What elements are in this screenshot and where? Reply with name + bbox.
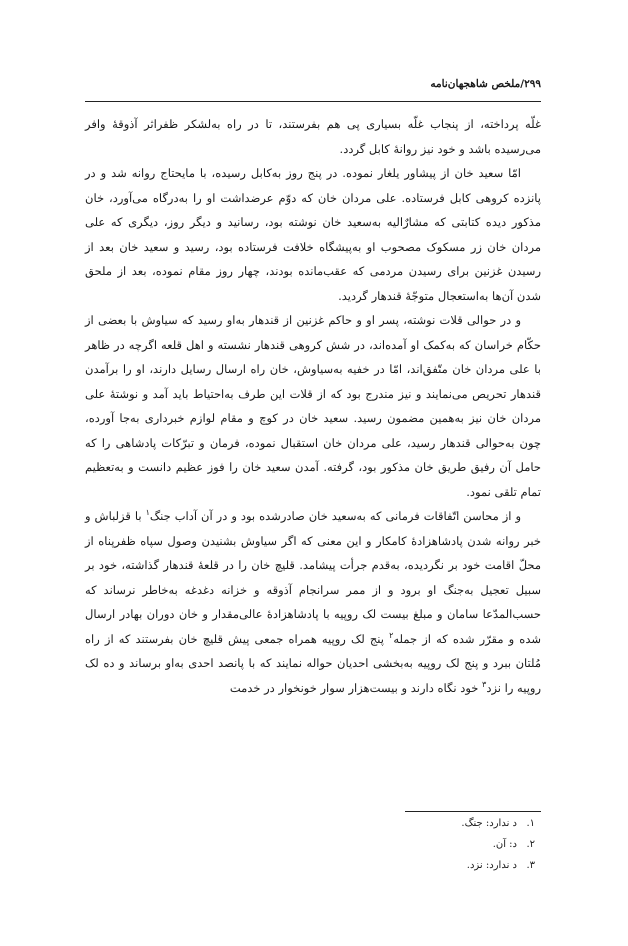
- footnote-ref[interactable]: ۲: [389, 630, 394, 640]
- paragraph: [85, 308, 541, 504]
- footnote-number: ۲.: [526, 839, 535, 850]
- paragraph-text: غلّه پرداخته، از پنجاب غلّه بسیاری پی هم بفرستند، تا در راه به‌لشکر ظفراثر آذوقهٔ وافر می‌رسیده باشد و خود نیز روانهٔ کابل گردد.: [85, 117, 541, 156]
- footnote: [85, 834, 541, 855]
- footnote-ref[interactable]: ۳: [482, 679, 487, 689]
- paragraph-text: با قزلباش و خبر روانه شدن پادشاهزادهٔ کامکار و این معنی که اگر سیاوش بشنیدن وصول سپاه ظفرپناه از محلّ اقامت خود بر نگردیده، به‌قدم جرأت پیشامد. قلیچ خان را در قلعهٔ قندهار گذاشته، خود بر سبیل تعجیل به‌جنگ او برود و از ممر سرانجام آذوقه و خزانه دغدغه به‌خاطر نرساند که حسب‌المدّعا سامان و مبلغ بیست لک روپیه با پادشاهزادهٔ عالی‌مقدار و خان دوران بهادر ارسال شده و مقرّر شده که از جمله: [85, 509, 542, 646]
- footnote-text: د: آن.: [492, 839, 517, 850]
- footnote: [85, 813, 541, 834]
- footnote-text: د ندارد: نزد.: [466, 860, 517, 871]
- header-divider: [85, 101, 541, 102]
- body-text: [85, 112, 541, 700]
- paragraph: [85, 112, 541, 161]
- footnote-ref[interactable]: ۱: [145, 508, 150, 518]
- footnote-number: ۳.: [526, 860, 535, 871]
- footnote-number: ۱.: [526, 818, 535, 829]
- paragraph-text: خود نگاه دارند و بیست‌هزار سوار خونخوار در خدمت: [229, 680, 479, 695]
- footnotes: [85, 813, 541, 876]
- paragraph: [85, 504, 541, 700]
- footnote-text: د ندارد: جنگ.: [461, 818, 517, 829]
- footnote-divider: [405, 811, 541, 812]
- paragraph: [85, 161, 541, 308]
- paragraph-text: و از محاسن اتّفاقات فرمانی که به‌سعید خان صادرشده بود و در آن آداب جنگ: [149, 509, 521, 523]
- header-title: ۲۹۹/ملخص شاهجهان‌نامه: [430, 78, 541, 90]
- paragraph-text: و در حوالی قلات نوشته، پسر او و حاکم غزنین از قندهار به‌او رسید که سیاوش با بعضی از حکّام خراسان که به‌کمک او آمده‌اند، در شش کروهی قندهار نشسته و اهل قلعه اگرچه در ظاهر با علی مردان خان متّفق‌اند، امّا در خفیه به‌سیاوش، خان راه ارسال رسایل دارند، او را برآمدن قندهار تحریص می‌نمایند و نیز مندرج بود که از قلات این طرف به‌احتیاط باید آمد و نوشتهٔ علی مردان خان نیز به‌همین مضمون رسید. سعید خان در کوچ و مقام لوازم خبرداری به‌جا آورده، چون به‌حوالی قندهار رسید، علی مردان خان استقبال نموده، فرمان و تبرّکات پادشاهی را که حامل آن رفیق طریق خان مذکور بود، گرفته. آمدن سعید خان را فوز عظیم دانست و به‌تعظیم تمام تلقی نمود.: [85, 313, 541, 499]
- paragraph-text: پنج لک روپیه همراه جمعی پیش قلیچ خان بفرستند که از راه مُلتان ببرد و پنج لک روپیه به‌بخشی احدیان حواله نمایند که با پانصد احدی به‌او برساند و ده لک روپیه را نزد: [85, 631, 541, 695]
- paragraph-text: امّا سعید خان از پیشاور یلغار نموده. در پنج روز به‌کابل رسیده، با مایحتاج روانه شد و در پانزده کروهی کابل فرستاده. علی مردان خان که دوّم عرضداشت او را به‌درگاه می‌آورد، خان مذکور دیده کتابتی که مشارٌالیه به‌سعید خان نوشته بود، رسانید و دیگر روز، دیگری که علی مردان خان زر مسکوک مصحوب او به‌پیشگاه خلافت فرستاده بود، رسید و سعید خان بعد از رسیدن غزنین برای رسیدن مردمی که عقب‌مانده بودند، چهار روز مقام نموده، بعد از ملحق شدن آن‌ها به‌استعجال متوجّهٔ قندهار گردید.: [85, 166, 541, 303]
- footnote: [85, 855, 541, 876]
- running-header: [85, 78, 541, 98]
